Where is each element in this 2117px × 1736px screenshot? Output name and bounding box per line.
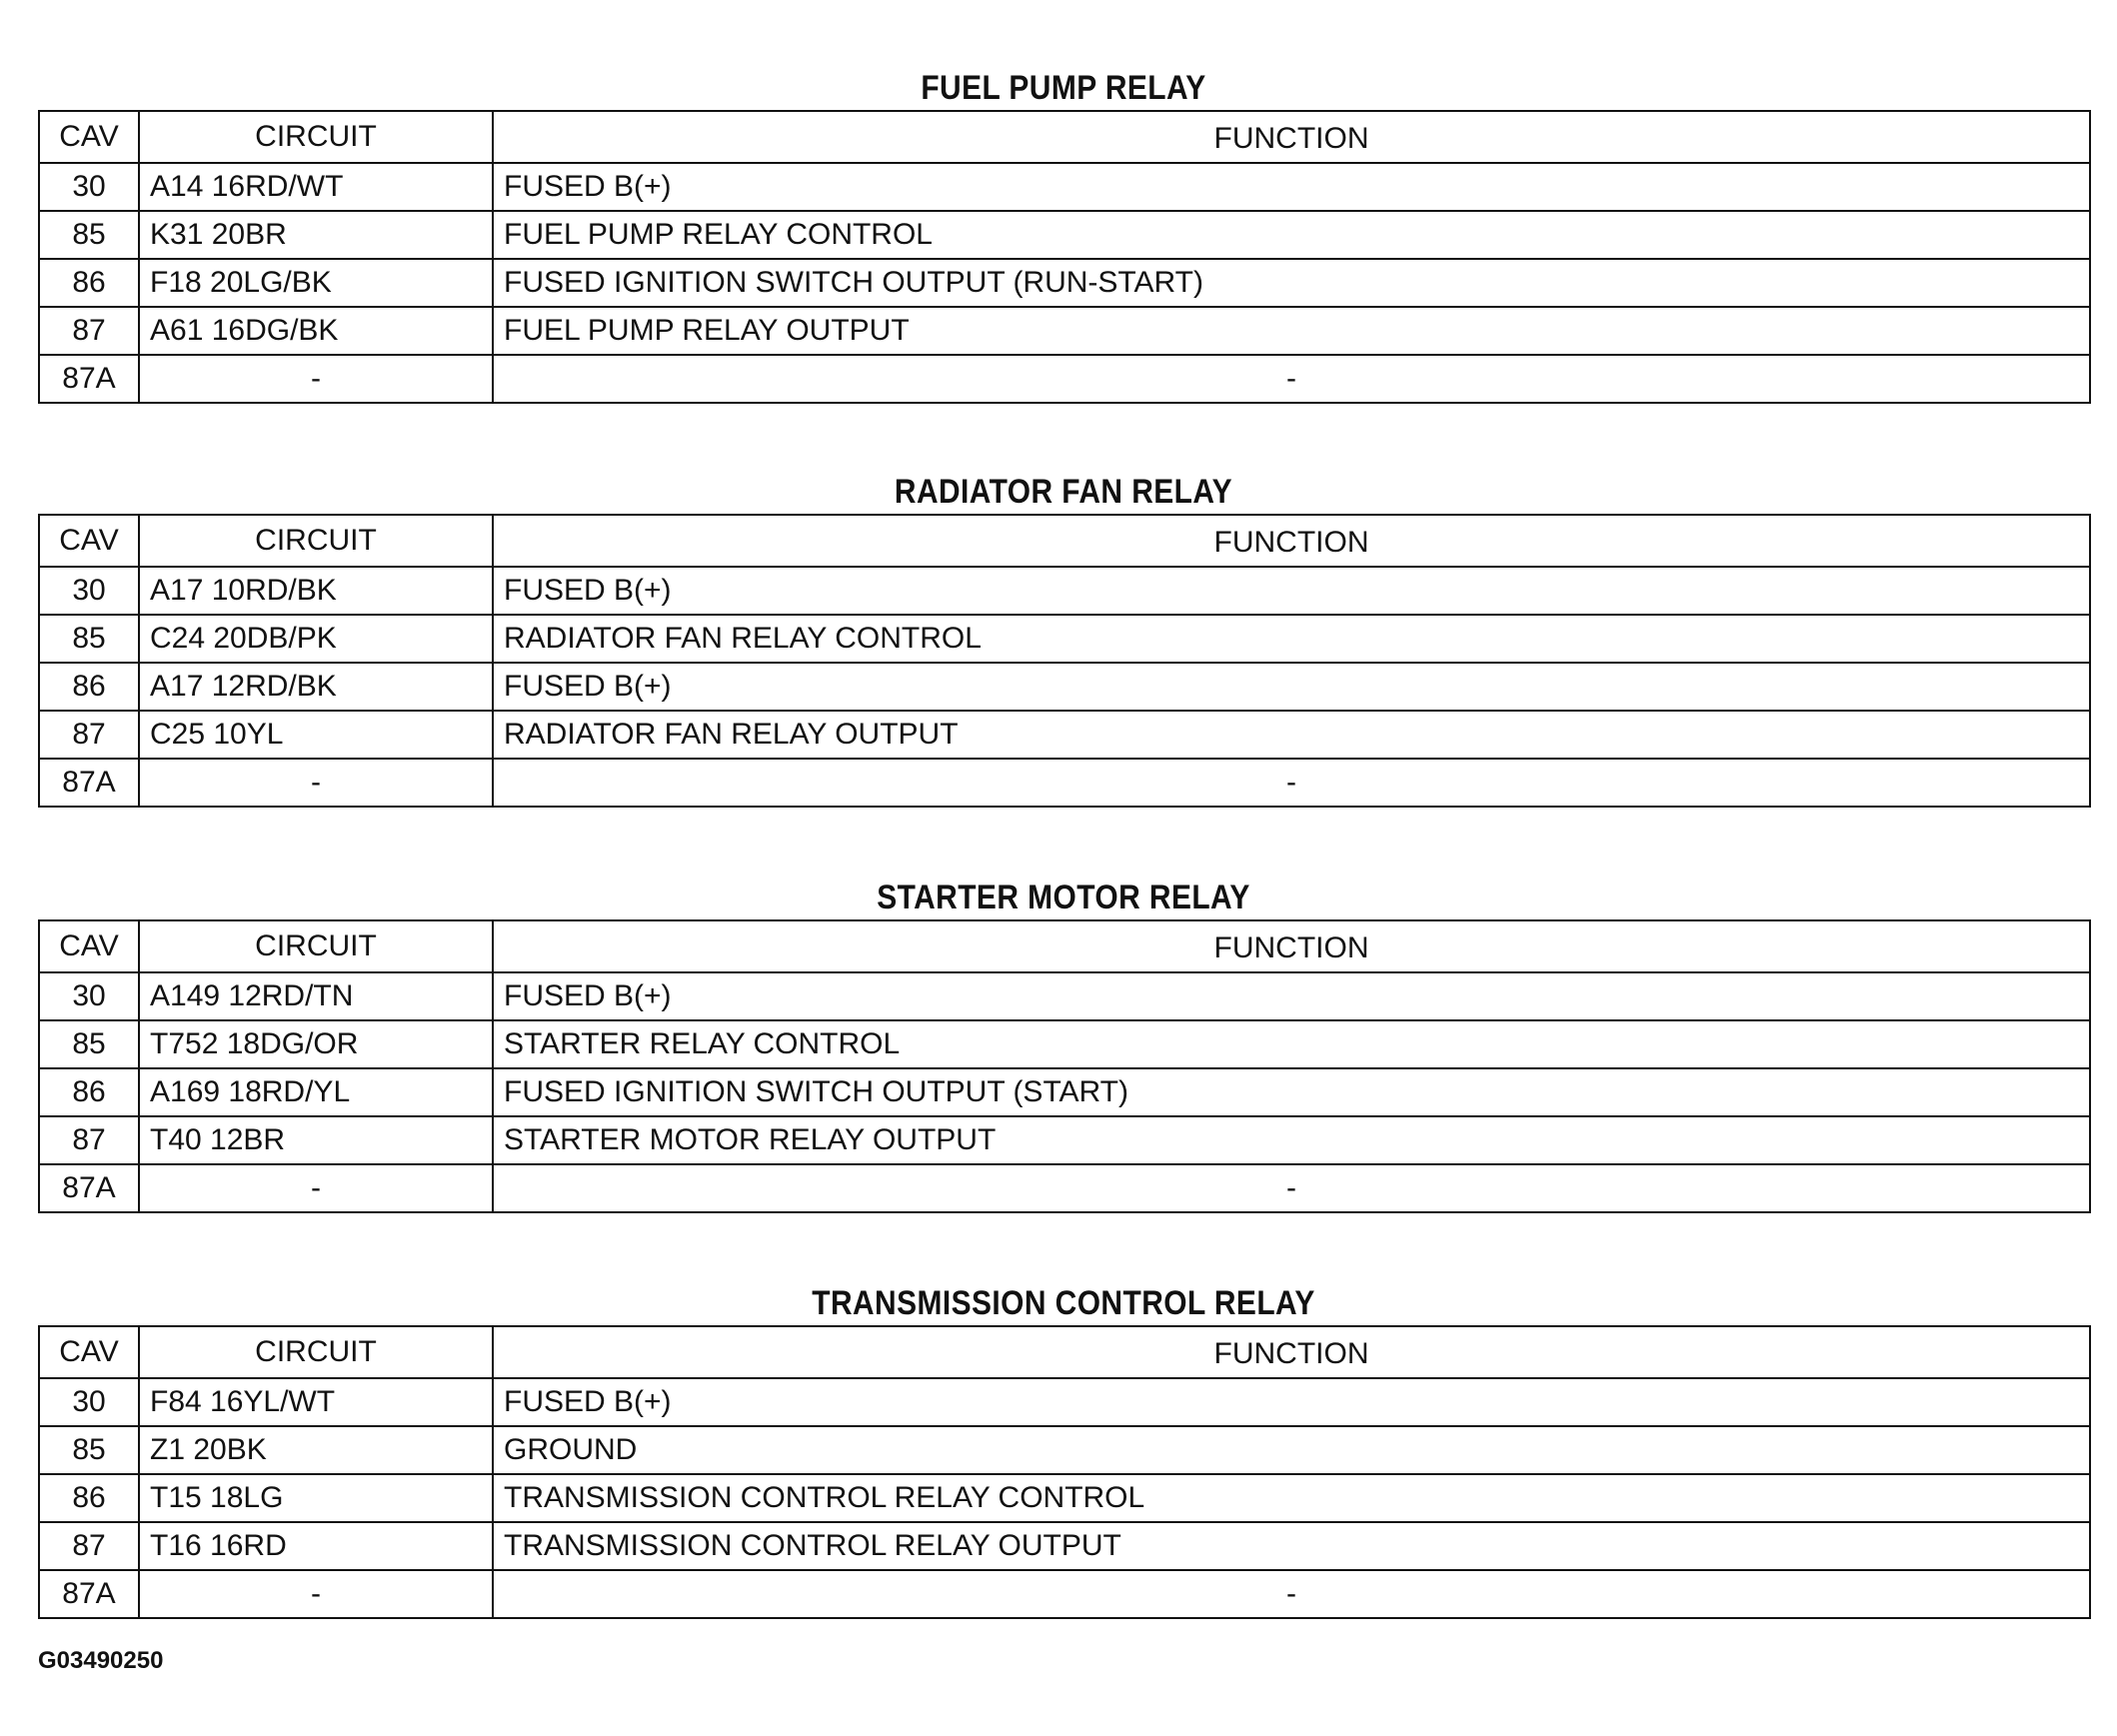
relay-title: STARTER MOTOR RELAY: [877, 878, 1250, 916]
cav-cell: 87: [39, 307, 139, 355]
circuit-cell: -: [139, 759, 493, 807]
table-header-row: [39, 1326, 2090, 1378]
table-row: [39, 1116, 2090, 1164]
header-function: FUNCTION: [493, 920, 2090, 972]
table-row: [39, 355, 2090, 403]
table-row: [39, 211, 2090, 259]
cav-cell: 87: [39, 1116, 139, 1164]
function-cell: FUSED B(+): [493, 163, 2090, 211]
cav-cell: 86: [39, 1474, 139, 1522]
circuit-cell: A149 12RD/TN: [139, 972, 493, 1020]
function-cell: RADIATOR FAN RELAY OUTPUT: [493, 711, 2090, 759]
table-row: [39, 1474, 2090, 1522]
circuit-cell: T15 18LG: [139, 1474, 493, 1522]
cav-cell: 87: [39, 1522, 139, 1570]
table-row: [39, 1068, 2090, 1116]
table-row: [39, 259, 2090, 307]
table-header-row: [39, 920, 2090, 972]
function-cell: GROUND: [493, 1426, 2090, 1474]
circuit-cell: T752 18DG/OR: [139, 1020, 493, 1068]
function-cell: STARTER RELAY CONTROL: [493, 1020, 2090, 1068]
table-row: [39, 1522, 2090, 1570]
function-cell: FUSED B(+): [493, 567, 2090, 615]
function-cell: -: [493, 1570, 2090, 1618]
cav-cell: 30: [39, 1378, 139, 1426]
table-row: [39, 1164, 2090, 1212]
header-cav: CAV: [39, 920, 139, 972]
circuit-cell: T40 12BR: [139, 1116, 493, 1164]
pin-table: [38, 514, 2091, 808]
function-cell: -: [493, 759, 2090, 807]
circuit-cell: -: [139, 355, 493, 403]
circuit-cell: F84 16YL/WT: [139, 1378, 493, 1426]
table-row: [39, 163, 2090, 211]
header-circuit: CIRCUIT: [139, 515, 493, 567]
table-header-row: [39, 515, 2090, 567]
pin-table: [38, 919, 2091, 1213]
cav-cell: 86: [39, 663, 139, 711]
relay-section-fuel-pump: [38, 66, 2089, 404]
cav-cell: 85: [39, 211, 139, 259]
function-cell: FUEL PUMP RELAY OUTPUT: [493, 307, 2090, 355]
circuit-cell: A17 10RD/BK: [139, 567, 493, 615]
relay-title: FUEL PUMP RELAY: [921, 69, 1206, 107]
circuit-cell: C24 20DB/PK: [139, 615, 493, 663]
header-cav: CAV: [39, 1326, 139, 1378]
table-row: [39, 759, 2090, 807]
circuit-cell: A14 16RD/WT: [139, 163, 493, 211]
circuit-cell: -: [139, 1164, 493, 1212]
circuit-cell: F18 20LG/BK: [139, 259, 493, 307]
function-cell: FUSED IGNITION SWITCH OUTPUT (START): [493, 1068, 2090, 1116]
table-row: [39, 1570, 2090, 1618]
function-cell: FUEL PUMP RELAY CONTROL: [493, 211, 2090, 259]
header-cav: CAV: [39, 111, 139, 163]
header-circuit: CIRCUIT: [139, 1326, 493, 1378]
circuit-cell: A61 16DG/BK: [139, 307, 493, 355]
function-cell: FUSED B(+): [493, 1378, 2090, 1426]
cav-cell: 87A: [39, 355, 139, 403]
cav-cell: 86: [39, 259, 139, 307]
function-cell: FUSED B(+): [493, 972, 2090, 1020]
circuit-cell: T16 16RD: [139, 1522, 493, 1570]
function-cell: TRANSMISSION CONTROL RELAY CONTROL: [493, 1474, 2090, 1522]
relay-section-starter-motor: [38, 875, 2089, 1213]
table-row: [39, 711, 2090, 759]
circuit-cell: K31 20BR: [139, 211, 493, 259]
circuit-cell: -: [139, 1570, 493, 1618]
cav-cell: 85: [39, 1020, 139, 1068]
table-row: [39, 567, 2090, 615]
header-function: FUNCTION: [493, 111, 2090, 163]
pin-table: [38, 110, 2091, 404]
circuit-cell: A17 12RD/BK: [139, 663, 493, 711]
function-cell: STARTER MOTOR RELAY OUTPUT: [493, 1116, 2090, 1164]
table-row: [39, 1378, 2090, 1426]
circuit-cell: Z1 20BK: [139, 1426, 493, 1474]
function-cell: -: [493, 355, 2090, 403]
table-row: [39, 307, 2090, 355]
cav-cell: 30: [39, 163, 139, 211]
table-row: [39, 663, 2090, 711]
function-cell: RADIATOR FAN RELAY CONTROL: [493, 615, 2090, 663]
cav-cell: 30: [39, 972, 139, 1020]
relay-section-transmission-control: [38, 1281, 2089, 1619]
table-row: [39, 615, 2090, 663]
cav-cell: 30: [39, 567, 139, 615]
relay-title: TRANSMISSION CONTROL RELAY: [812, 1284, 1315, 1322]
table-row: [39, 972, 2090, 1020]
cav-cell: 87A: [39, 759, 139, 807]
relay-section-radiator-fan: [38, 470, 2089, 808]
relay-title: RADIATOR FAN RELAY: [894, 473, 1233, 511]
cav-cell: 87A: [39, 1164, 139, 1212]
function-cell: -: [493, 1164, 2090, 1212]
table-row: [39, 1020, 2090, 1068]
header-cav: CAV: [39, 515, 139, 567]
circuit-cell: C25 10YL: [139, 711, 493, 759]
header-function: FUNCTION: [493, 515, 2090, 567]
function-cell: FUSED B(+): [493, 663, 2090, 711]
figure-id: G03490250: [38, 1647, 164, 1674]
function-cell: FUSED IGNITION SWITCH OUTPUT (RUN-START): [493, 259, 2090, 307]
header-circuit: CIRCUIT: [139, 920, 493, 972]
table-header-row: [39, 111, 2090, 163]
cav-cell: 87: [39, 711, 139, 759]
cav-cell: 85: [39, 1426, 139, 1474]
circuit-cell: A169 18RD/YL: [139, 1068, 493, 1116]
pin-table: [38, 1325, 2091, 1619]
header-circuit: CIRCUIT: [139, 111, 493, 163]
table-row: [39, 1426, 2090, 1474]
cav-cell: 86: [39, 1068, 139, 1116]
cav-cell: 85: [39, 615, 139, 663]
function-cell: TRANSMISSION CONTROL RELAY OUTPUT: [493, 1522, 2090, 1570]
header-function: FUNCTION: [493, 1326, 2090, 1378]
cav-cell: 87A: [39, 1570, 139, 1618]
